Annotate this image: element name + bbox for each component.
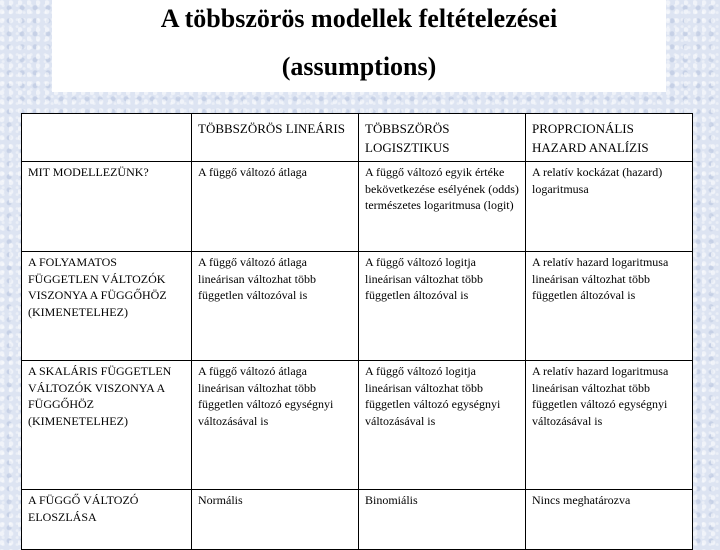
row-label: A FOLYAMATOS FÜGGETLEN VÁLTOZÓK VISZONYA A FÜGGŐHÖZ (KIMENETELHEZ) bbox=[22, 252, 192, 361]
table-cell: A függő változó átlaga lineárisan változhat több független változó egységnyi változásával is bbox=[192, 361, 359, 490]
table-cell: Nincs meghatározva bbox=[526, 490, 693, 550]
table-row bbox=[22, 162, 693, 252]
table-cell: A relatív kockázat (hazard) logaritmusa bbox=[526, 162, 693, 252]
header-cell-hazard: PROPRCIONÁLIS HAZARD ANALÍZIS bbox=[526, 114, 693, 162]
slide-subtitle: (assumptions) bbox=[281, 52, 437, 81]
table-cell: A relatív hazard logaritmusa lineárisan változhat több független áltozóval is bbox=[526, 252, 693, 361]
table-cell: A függő változó logitja lineárisan változhat több független változó egységnyi változásával is bbox=[359, 361, 526, 490]
table-cell: Normális bbox=[192, 490, 359, 550]
table-cell: Binomiális bbox=[359, 490, 526, 550]
table-cell: A relatív hazard logaritmusa lineárisan változhat több független változó egységnyi változásával is bbox=[526, 361, 693, 490]
table-row bbox=[22, 252, 693, 361]
row-label: A SKALÁRIS FÜGGETLEN VÁLTOZÓK VISZONYA A FÜGGŐHÖZ (KIMENETELHEZ) bbox=[22, 361, 192, 490]
table-cell: A függő változó átlaga bbox=[192, 162, 359, 252]
table-cell: A függő változó logitja lineárisan változhat több független áltozóval is bbox=[359, 252, 526, 361]
table-row bbox=[22, 490, 693, 550]
assumptions-table bbox=[21, 113, 693, 550]
header-cell-linear: TÖBBSZÖRÖS LINEÁRIS bbox=[192, 114, 359, 162]
title-box bbox=[52, 0, 666, 92]
table-row bbox=[22, 361, 693, 490]
table-header-row bbox=[22, 114, 693, 162]
header-cell-empty bbox=[22, 114, 192, 162]
table-cell: A függő változó egyik értéke bekövetkezése esélyének (odds) természetes logaritmusa (logit) bbox=[359, 162, 526, 252]
row-label: MIT MODELLEZÜNK? bbox=[22, 162, 192, 252]
table-cell: A függő változó átlaga lineárisan változhat több független változóval is bbox=[192, 252, 359, 361]
header-cell-logistic: TÖBBSZÖRÖS LOGISZTIKUS bbox=[359, 114, 526, 162]
row-label: A FÜGGŐ VÁLTOZÓ ELOSZLÁSA bbox=[22, 490, 192, 550]
slide-title: A többszörös modellek feltételezései bbox=[160, 4, 558, 33]
